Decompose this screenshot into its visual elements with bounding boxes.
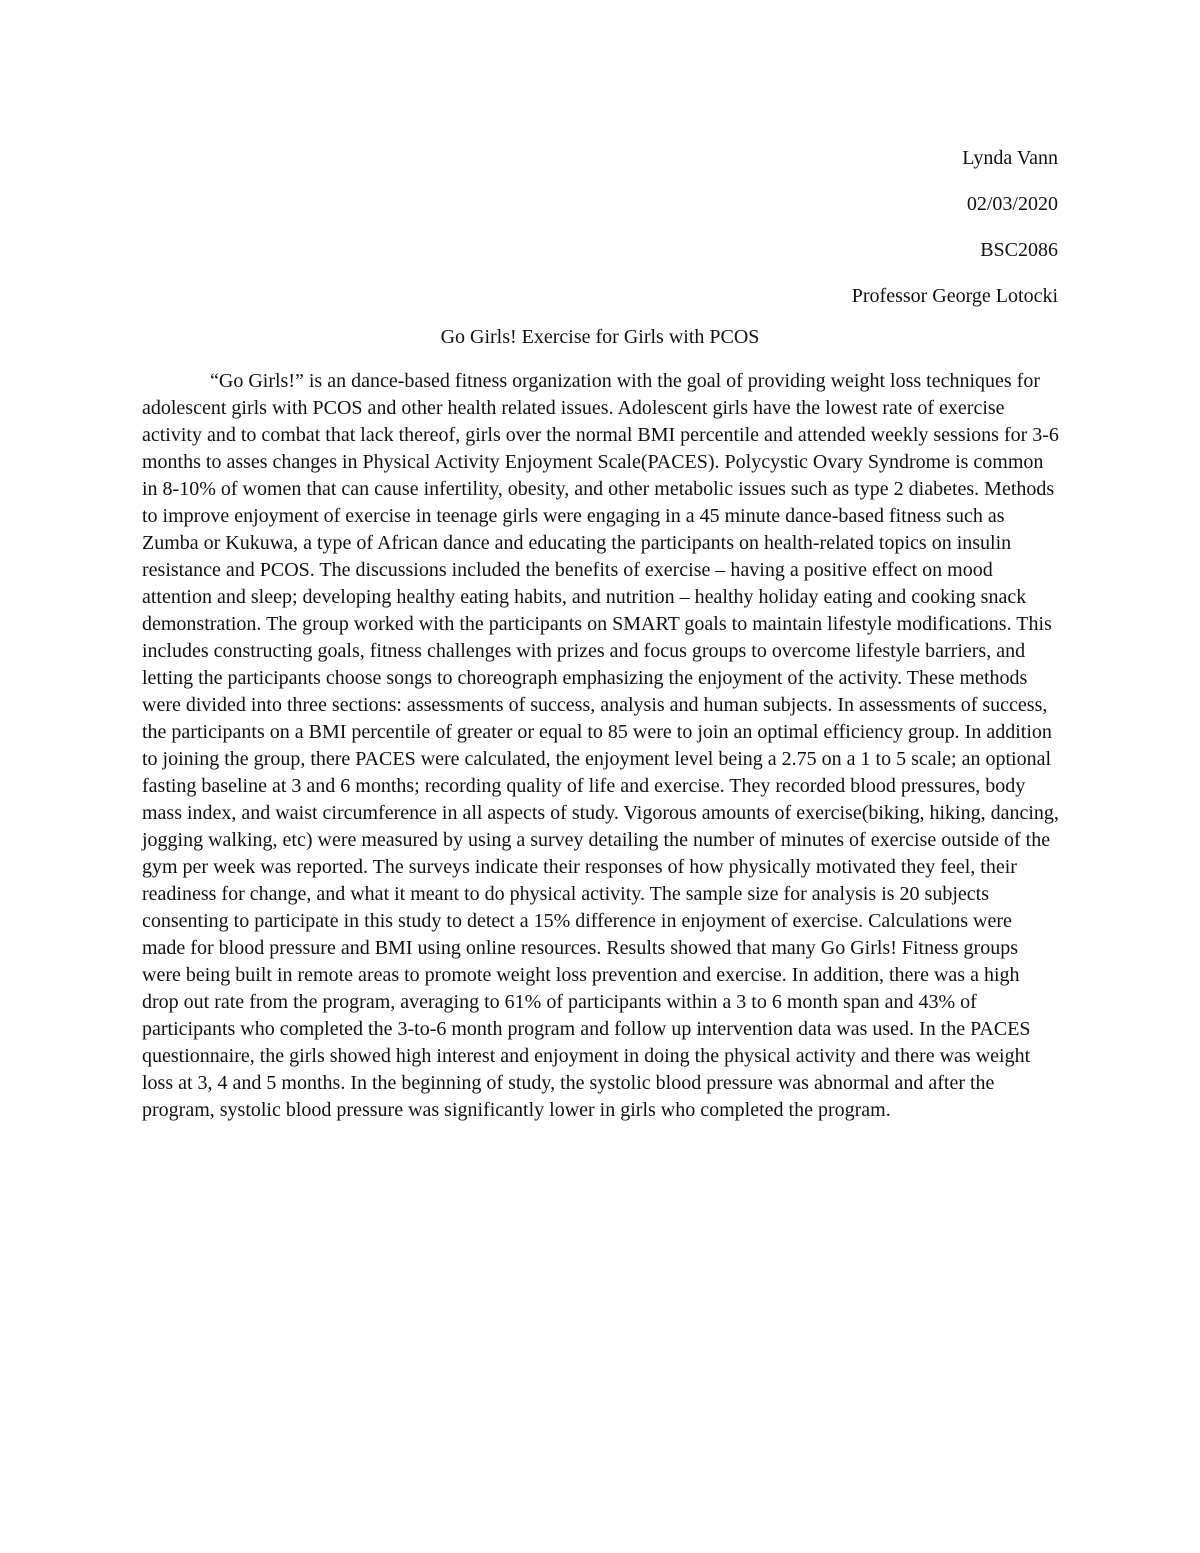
document-title: Go Girls! Exercise for Girls with PCOS <box>440 326 760 348</box>
course-code: BSC2086 <box>980 239 1058 261</box>
header-block <box>852 143 1058 327</box>
body-paragraph: “Go Girls!” is an dance-based fitness organization with the goal of providing weight loss techniques for adolescent girls with PCOS and other health related issues. Adolescent girls have the lowest rate of exercise activity and to combat that lack thereof, girls over the normal BMI percentile and attended weekly sessions for 3-6 months to asses changes in Physical Activity Enjoyment Scale(PACES). Polycystic Ovary Syndrome is common in 8-10% of women that can cause infertility, obesity, and other metabolic issues such as type 2 diabetes. Methods to improve enjoyment of exercise in teenage girls were engaging in a 45 minute dance-based fitness such as Zumba or Kukuwa, a type of African dance and educating the participants on health-related topics on insulin resistance and PCOS. The discussions included the benefits of exercise – having a positive effect on mood attention and sleep; developing healthy eating habits, and nutrition – healthy holiday eating and cooking snack demonstration. The group worked with the participants on SMART goals to maintain lifestyle modifications. This includes constructing goals, fitness challenges with prizes and focus groups to overcome lifestyle barriers, and letting the participants choose songs to choreograph emphasizing the enjoyment of the activity. These methods were divided into three sections: assessments of success, analysis and human subjects. In assessments of success, the participants on a BMI percentile of greater or equal to 85 were to join an optimal efficiency group. In addition to joining the group, there PACES were calculated, the enjoyment level being a 2.75 on a 1 to 5 scale; an optional fasting baseline at 3 and 6 months; recording quality of life and exercise. They recorded blood pressures, body mass index, and waist circumference in all aspects of study. Vigorous amounts of exercise(biking, hiking, dancing, jogging walking, etc) were measured by using a survey detailing the number of minutes of exercise outside of the gym per week was reported. The surveys indicate their responses of how physically motivated they feel, their readiness for change, and what it meant to do physical activity. The sample size for analysis is 20 subjects consenting to participate in this study to detect a 15% difference in enjoyment of exercise. Calculations were made for blood pressure and BMI using online resources. Results showed that many Go Girls! Fitness groups were being built in remote areas to promote weight loss prevention and exercise. In addition, there was a high drop out rate from the program, averaging to 61% of participants within a 3 to 6 month span and 43% of participants who completed the 3-to-6 month program and follow up intervention data was used. In the PACES questionnaire, the girls showed high interest and enjoyment in doing the physical activity and there was weight loss at 3, 4 and 5 months. In the beginning of study, the systolic blood pressure was abnormal and after the program, systolic blood pressure was significantly lower in girls who completed the program. <box>142 370 1059 1121</box>
professor-name: Professor George Lotocki <box>851 285 1058 307</box>
date: 02/03/2020 <box>966 193 1058 215</box>
author-name: Lynda Vann <box>962 147 1058 169</box>
